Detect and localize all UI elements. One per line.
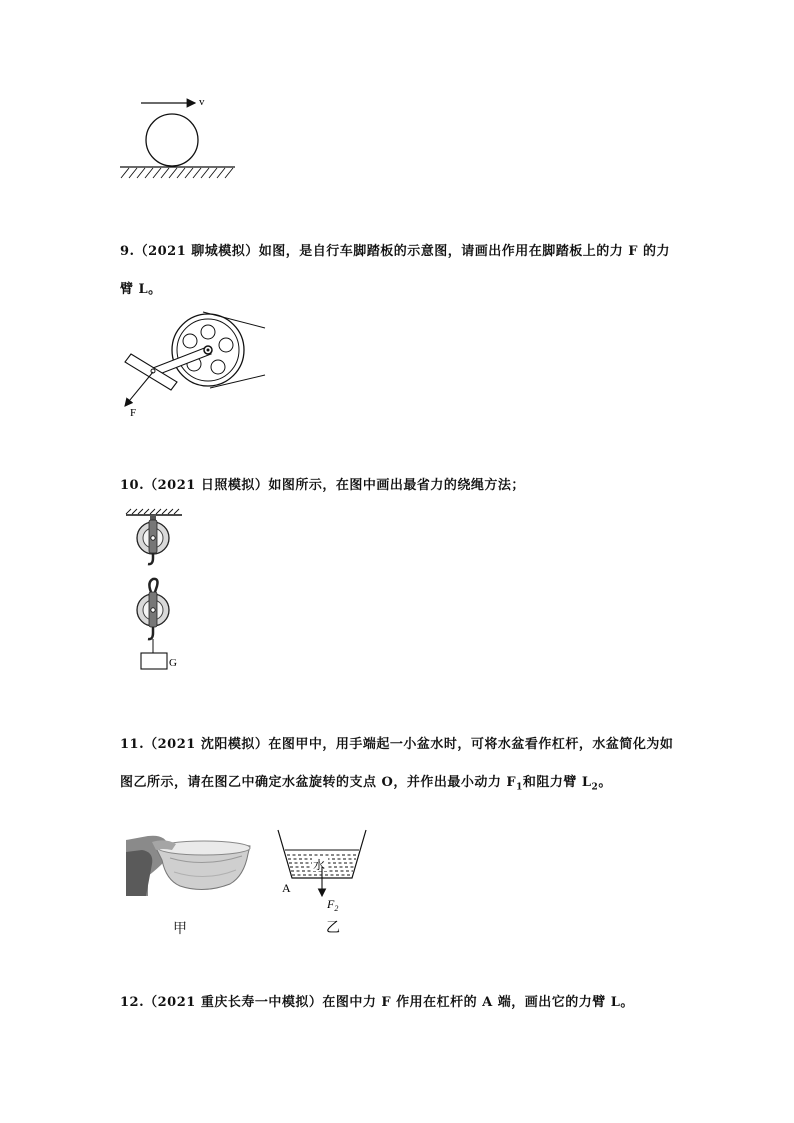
basin-photo-figure <box>126 832 254 896</box>
bicycle-pedal-figure <box>115 310 275 420</box>
force-f2-sub: 2 <box>334 904 339 913</box>
ball <box>146 114 198 166</box>
crank-arm <box>153 347 211 375</box>
ceiling-hatching <box>126 509 179 514</box>
q11-text-line2 <box>120 771 612 793</box>
basin-diagram-figure <box>270 826 380 938</box>
velocity-label: v <box>199 96 205 108</box>
q11-line2-sub2: 2 <box>591 782 599 793</box>
force-f-arrow <box>125 372 153 406</box>
q11-line2-mid: 和阻力臂 L <box>522 775 592 790</box>
q11-line2-prefix: 图乙所示，请在图乙中确定水盆旋转的支点 O，并作出最小动力 F <box>120 775 517 790</box>
crank-axle-center <box>207 349 210 352</box>
movable-pulley <box>137 579 169 653</box>
chain-bottom <box>210 375 265 388</box>
q11-line2-sub1: 1 <box>516 782 523 793</box>
fixed-pulley <box>137 515 169 564</box>
q9-text-line2: 臂 L。 <box>120 282 162 297</box>
ground-hatching <box>121 168 233 178</box>
q11-line2-suffix: 。 <box>598 775 612 790</box>
rolling-ball-figure <box>115 92 245 184</box>
water-label: 水 <box>313 858 326 872</box>
sprocket-hole <box>183 334 197 348</box>
caption-yi: 乙 <box>326 921 340 936</box>
force-f2-label <box>326 897 338 913</box>
q9-text-line1: 9.（2021 聊城模拟）如图，是自行车脚踏板的示意图，请画出作用在脚踏板上的力 F 的力 <box>120 244 671 259</box>
point-a-label: A <box>282 881 291 895</box>
sprocket-hole <box>219 338 233 352</box>
force-f2-main: F <box>327 897 335 911</box>
q12-text: 12.（2021 重庆长寿一中模拟）在图中力 F 作用在杠杆的 A 端，画出它的力臂 L。 <box>120 995 634 1010</box>
pulley-system-figure <box>118 508 198 678</box>
q10-text: 10.（2021 日照模拟）如图所示，在图中画出最省力的绕绳方法； <box>120 478 525 493</box>
force-f-label: F <box>130 407 137 419</box>
sprocket-hole <box>201 325 215 339</box>
q11-text-line1: 11.（2021 沈阳模拟）在图甲中，用手端起一小盆水时，可将水盆看作杠杆，水盆简化为如 <box>120 737 674 752</box>
sprocket-hole <box>211 360 225 374</box>
weight-label: G <box>169 657 177 669</box>
caption-jia: 甲 <box>173 922 187 937</box>
weight-box <box>141 653 167 669</box>
